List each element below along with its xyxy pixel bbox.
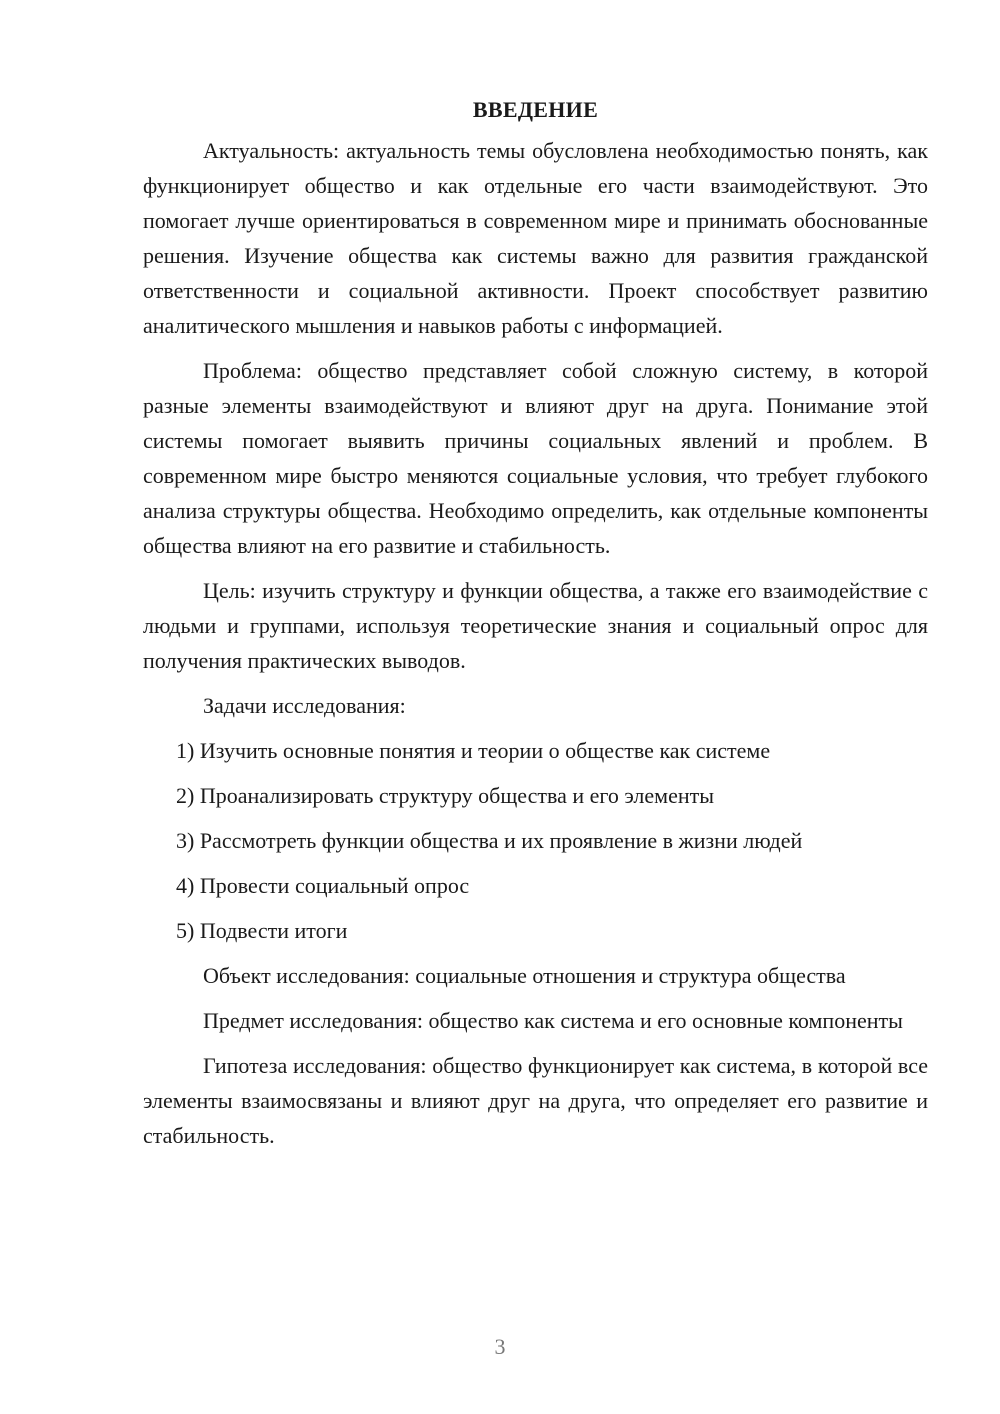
list-item: 5) Подвести итоги <box>176 918 348 943</box>
tasks-heading: Задачи исследования: <box>203 693 406 718</box>
list-item: 2) Проанализировать структуру общества и его элементы <box>176 783 715 808</box>
list-item: 3) Рассмотреть функции общества и их проявление в жизни людей <box>176 828 803 853</box>
paragraph-goal: Цель: изучить структуру и функции общества, а также его взаимодействие с людьми и группами, используя теоретические знания и социальный опрос для получения практических выводов. <box>143 578 928 673</box>
list-item: 1) Изучить основные понятия и теории о обществе как системе <box>176 738 771 763</box>
document-title: ВВЕДЕНИЕ <box>472 97 599 122</box>
paragraph-relevance: Актуальность: актуальность темы обусловлена необходимостью понять, как функционирует общество и как отдельные его части взаимодействуют. Это помогает лучше ориентироваться в современном мире и принимать обоснованные решения. Изучение общества как системы важно для развития гражданской ответственности и социальной активности. Проект способствует развитию аналитического мышления и навыков работы с информацией. <box>143 138 928 338</box>
paragraph-subject: Предмет исследования: общество как система и его основные компоненты <box>203 1008 903 1033</box>
paragraph-object: Объект исследования: социальные отношения и структура общества <box>203 963 846 988</box>
list-item: 4) Провести социальный опрос <box>176 873 470 898</box>
paragraph-problem: Проблема: общество представляет собой сложную систему, в которой разные элементы взаимодействуют и влияют друг на друга. Понимание этой системы помогает выявить причины социальных явлений и проблем. В современном мире быстро меняются социальные условия, что требует глубокого анализа структуры общества. Необходимо определить, как отдельные компоненты общества влияют на его развитие и стабильность. <box>143 358 928 558</box>
paragraph-hypothesis: Гипотеза исследования: общество функционирует как система, в которой все элементы взаимосвязаны и влияют друг на друга, что определяет его развитие и стабильность. <box>143 1053 928 1148</box>
page-number: 3 <box>494 1334 506 1359</box>
tasks-list <box>143 733 928 948</box>
document-page <box>143 92 928 1163</box>
